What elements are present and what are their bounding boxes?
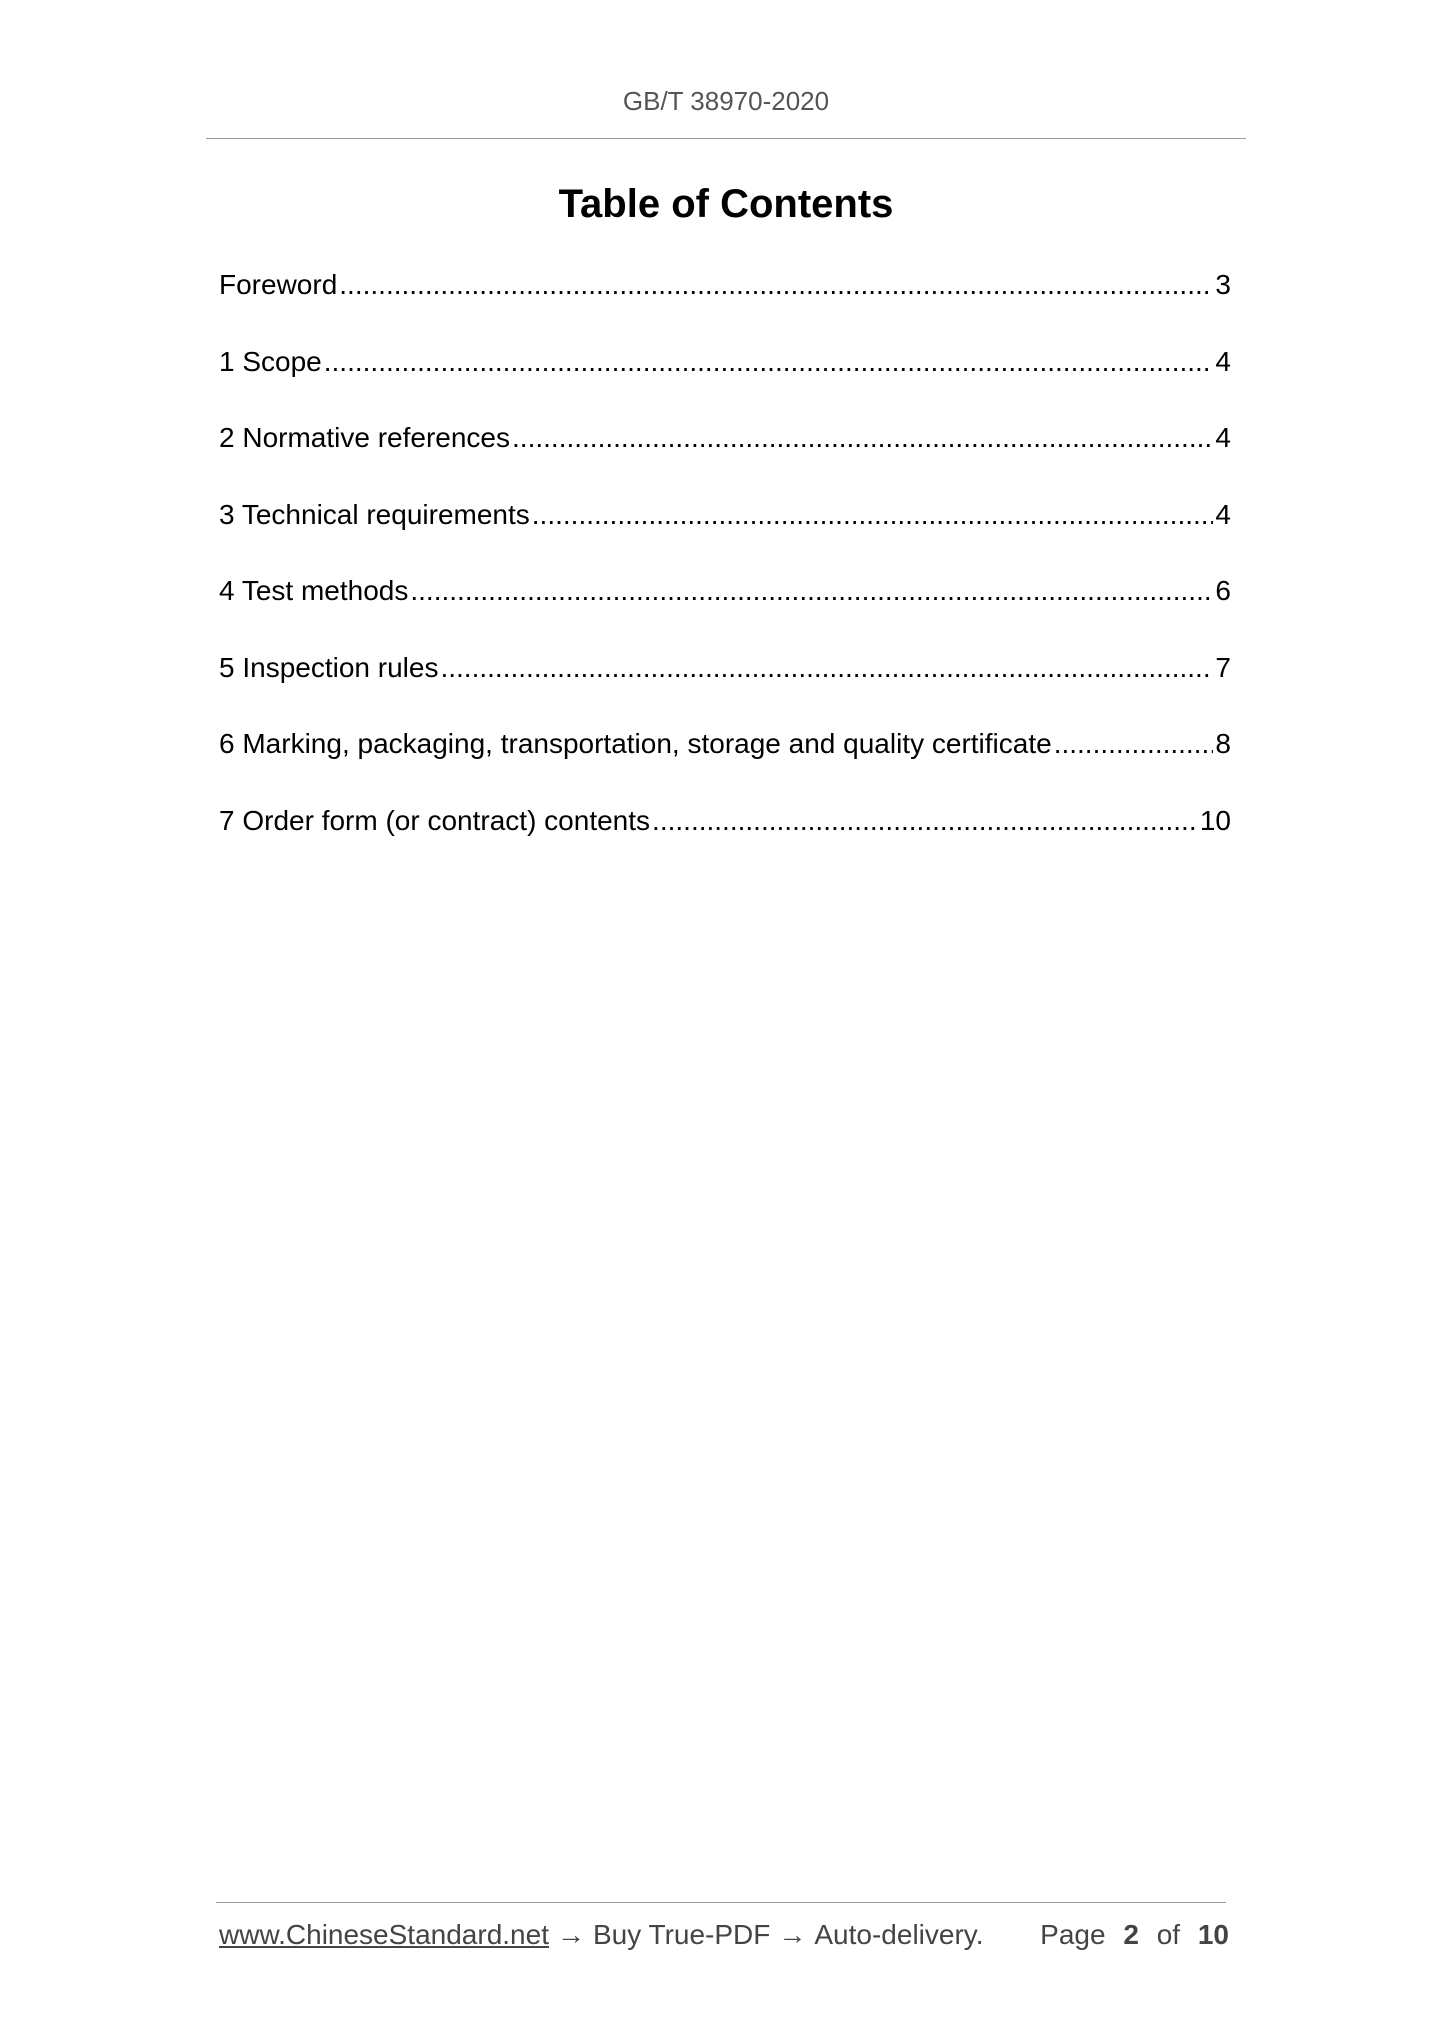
of-label: of (1156, 1919, 1181, 1950)
toc-entry-label: Foreword (219, 269, 338, 300)
toc-entry-marking-packaging[interactable] (219, 721, 1231, 798)
toc-entry-order-form[interactable] (219, 798, 1231, 875)
toc-list (219, 262, 1231, 874)
toc-entry-inspection-rules[interactable] (219, 645, 1231, 722)
page-number-indicator (1040, 1919, 1229, 1951)
toc-entry-page: 4 (1215, 498, 1231, 530)
toc-entry-page: 7 (1215, 651, 1231, 683)
toc-dot-leader (532, 492, 1214, 538)
footer-promo (219, 1919, 983, 1951)
toc-dot-leader (410, 568, 1213, 614)
toc-entry-normative-references[interactable] (219, 415, 1231, 492)
toc-dot-leader (339, 262, 1213, 308)
toc-dot-leader (512, 415, 1213, 461)
running-header: GB/T 38970-2020 (622, 86, 830, 116)
arrow-right-icon: → (556, 1919, 585, 1950)
toc-entry-page: 4 (1215, 422, 1231, 453)
arrow-right-icon: → (778, 1919, 807, 1950)
current-page-number: 2 (1123, 1919, 1139, 1950)
toc-entry-technical-requirements[interactable] (219, 492, 1231, 569)
toc-entry-label: 7 Order form (or contract) contents (219, 804, 651, 836)
toc-dot-leader (652, 798, 1198, 844)
toc-entry-scope[interactable] (219, 339, 1231, 416)
toc-entry-label: 6 Marking, packaging, transportation, storage and quality certificate (219, 728, 1052, 759)
toc-dot-leader (324, 339, 1214, 385)
toc-entry-label: 4 Test methods (219, 575, 409, 606)
toc-entry-page: 8 (1215, 728, 1231, 759)
toc-entry-test-methods[interactable] (219, 568, 1231, 645)
page-label: Page (1040, 1919, 1106, 1950)
site-link[interactable]: www.ChineseStandard.net (219, 1919, 549, 1950)
toc-entry-page: 6 (1215, 575, 1231, 606)
toc-entry-label: 1 Scope (219, 345, 322, 377)
toc-dot-leader (1054, 721, 1214, 767)
buy-true-pdf-text: Buy True-PDF (592, 1919, 771, 1950)
total-page-count: 10 (1197, 1919, 1229, 1950)
header-divider (206, 138, 1246, 139)
toc-entry-page: 10 (1199, 804, 1231, 836)
toc-title: Table of Contents (558, 182, 894, 226)
toc-entry-label: 3 Technical requirements (219, 498, 530, 530)
footer-divider (216, 1902, 1226, 1903)
toc-dot-leader (440, 645, 1213, 691)
toc-entry-page: 4 (1215, 345, 1231, 377)
toc-entry-foreword[interactable] (219, 262, 1231, 339)
auto-delivery-text: Auto-delivery. (814, 1919, 984, 1950)
toc-entry-page: 3 (1215, 269, 1231, 300)
toc-entry-label: 2 Normative references (219, 422, 511, 453)
toc-entry-label: 5 Inspection rules (219, 651, 439, 683)
page-footer (219, 1919, 1229, 1959)
